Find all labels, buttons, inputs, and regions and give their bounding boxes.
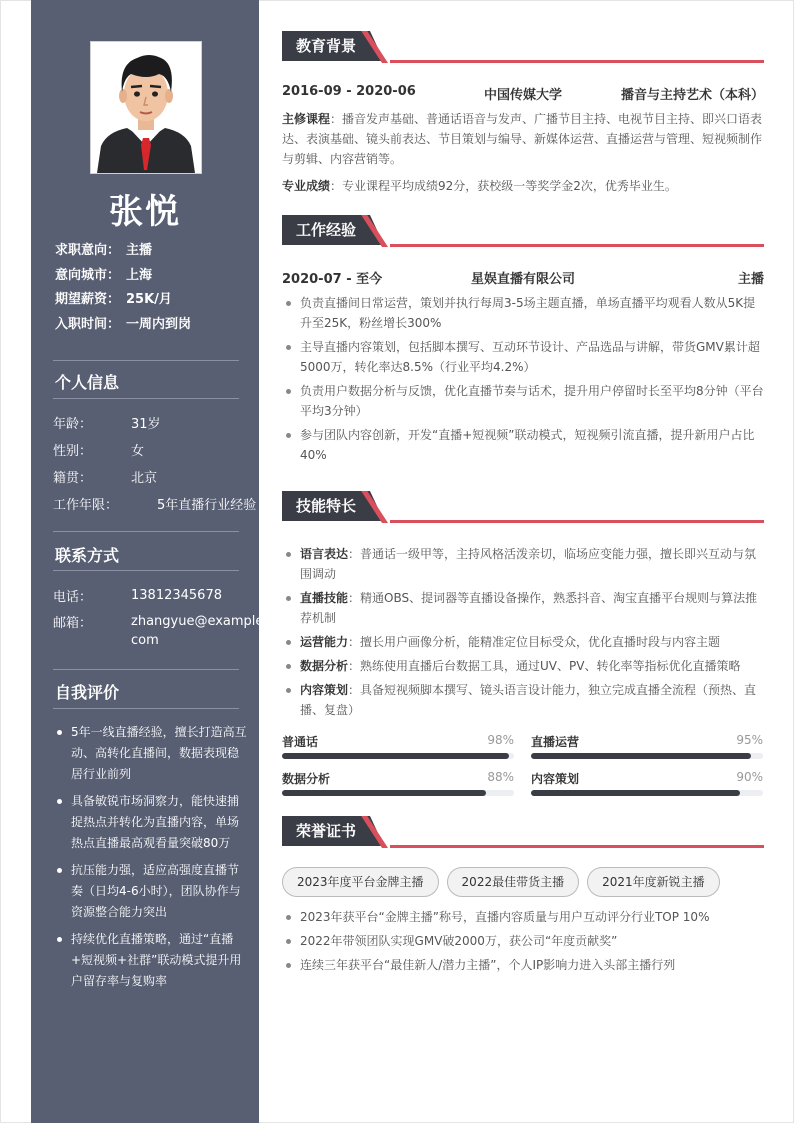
- skill-text: ：普通话一级甲等，主持风格活泼亲切，临场应变能力强，擅长即兴互动与氛围调动: [300, 547, 757, 581]
- accent-rule: [390, 60, 764, 63]
- work-title: 工作经验: [282, 215, 370, 245]
- gender-value: 女: [131, 444, 145, 459]
- start-date-row: [55, 313, 191, 332]
- list-item: 连续三年获平台“最佳新人/潜力主播”，个人IP影响力进入头部主播行列: [282, 955, 764, 975]
- start-date-value: 一周内到岗: [126, 317, 192, 332]
- school-name: 中国传媒大学: [483, 88, 562, 103]
- skill-label: 直播技能: [300, 591, 349, 605]
- list-item: 2023年获平台“金牌主播”称号，直播内容质量与用户互动评分行业TOP 10%: [282, 907, 764, 927]
- skill-label: 运营能力: [300, 635, 349, 649]
- skill-level-bar: [282, 790, 514, 796]
- divider: [53, 669, 239, 670]
- intention-row: [55, 239, 152, 258]
- salary-row: [55, 288, 172, 307]
- start-date-label: 入职时间：: [55, 317, 121, 332]
- education-row: [282, 84, 764, 103]
- job-role: 主播: [737, 272, 764, 287]
- honor-badge: 2023年度平台金牌主播: [282, 867, 439, 897]
- skill-level-percent: 90%: [736, 770, 763, 784]
- skill-level-name: 内容策划: [531, 772, 580, 786]
- list-item: [282, 632, 764, 652]
- courses: [282, 109, 764, 169]
- personal-info-heading: 个人信息: [55, 373, 120, 392]
- skill-level-percent: 88%: [487, 770, 514, 784]
- age-row: [53, 413, 161, 432]
- intention-value: 主播: [126, 243, 153, 258]
- honors-list: [282, 907, 764, 979]
- list-item: 持续优化直播策略，通过“直播+短视频+社群”联动模式提升用户留存率与复购率: [53, 929, 247, 992]
- hometown-row: [53, 467, 158, 486]
- phone-value[interactable]: 13812345678: [131, 588, 222, 603]
- skill-level-bar: [531, 753, 763, 759]
- education-period: 2016-09 - 2020-06: [282, 84, 416, 99]
- skill-level-fill: [531, 790, 740, 796]
- skill-level-percent: 95%: [736, 733, 763, 747]
- list-item: [282, 656, 764, 676]
- divider: [53, 398, 239, 399]
- work-heading: [282, 215, 764, 247]
- list-item: [282, 680, 764, 720]
- experience-years-row: [53, 494, 257, 513]
- honors-heading: [282, 816, 764, 848]
- list-item: 参与团队内容创新，开发“直播+短视频”联动模式，短视频引流直播，提升新用户占比40%: [282, 425, 764, 465]
- self-eval-heading: 自我评价: [55, 683, 120, 702]
- skill-level-live-ops: [531, 733, 763, 750]
- grades: [282, 176, 764, 196]
- email-row: [53, 612, 268, 648]
- honor-badges: [282, 867, 728, 897]
- skill-text: ：精通OBS、提词器等直播设备操作，熟悉抖音、淘宝直播平台规则与算法推荐机制: [300, 591, 758, 625]
- education-heading: [282, 31, 764, 63]
- skill-level-name: 数据分析: [282, 772, 331, 786]
- company-name: 星娱直播有限公司: [470, 272, 575, 287]
- skills-title: 技能特长: [282, 491, 370, 521]
- honors-title: 荣誉证书: [282, 816, 370, 846]
- honor-badge: 2022最佳带货主播: [447, 867, 580, 897]
- divider: [53, 570, 239, 571]
- phone-label: 电话：: [53, 590, 93, 605]
- skill-level-name: 直播运营: [531, 735, 580, 749]
- intention-label: 求职意向：: [55, 243, 121, 258]
- skill-level-bar: [282, 753, 514, 759]
- skill-level-bar: [531, 790, 763, 796]
- skills-list: [282, 544, 764, 724]
- profile-photo: [90, 41, 202, 174]
- list-item: 主导直播内容策划，包括脚本撰写、互动环节设计、产品选品与讲解，带货GMV累计超5000万，转化率达8.5%（行业平均4.2%）: [282, 337, 764, 377]
- skills-heading: [282, 491, 764, 523]
- list-item: 2022年带领团队实现GMV破2000万，获公司“年度贡献奖”: [282, 931, 764, 951]
- education-title: 教育背景: [282, 31, 370, 61]
- accent-rule: [390, 244, 764, 247]
- list-item: [282, 544, 764, 584]
- email-value[interactable]: zhangyue@example.com: [131, 614, 268, 648]
- gender-label: 性别：: [53, 444, 93, 459]
- portrait-icon: [91, 42, 201, 173]
- list-item: 负责直播间日常运营，策划并执行每周3-5场主题直播，单场直播平均观看人数从5K提升至25K，粉丝增长300%: [282, 293, 764, 333]
- list-item: 5年一线直播经验，擅长打造高互动、高转化直播间，数据表现稳居行业前列: [53, 722, 247, 785]
- city-label: 意向城市：: [55, 268, 121, 283]
- hometown-value: 北京: [131, 471, 158, 486]
- accent-rule: [390, 520, 764, 523]
- major: 播音与主持艺术（本科）: [620, 88, 764, 103]
- grades-text: ：专业课程平均成绩92分，获校级一等奖学金2次，优秀毕业生。: [330, 179, 677, 193]
- work-list: [282, 293, 764, 469]
- salary-label: 期望薪资：: [55, 292, 121, 307]
- divider: [53, 360, 239, 361]
- skill-label: 语言表达: [300, 547, 349, 561]
- list-item: 具备敏锐市场洞察力，能快速捕捉热点并转化为直播内容，单场热点直播最高观看量突破80万: [53, 791, 247, 854]
- accent-rule: [390, 845, 764, 848]
- skill-label: 数据分析: [300, 659, 349, 673]
- courses-label: 主修课程: [282, 112, 331, 126]
- skill-level-fill: [282, 790, 486, 796]
- skill-level-name: 普通话: [282, 735, 319, 749]
- city-value: 上海: [126, 268, 153, 283]
- skill-level-data-analysis: [282, 770, 514, 787]
- list-item: [282, 588, 764, 628]
- skill-label: 内容策划: [300, 683, 349, 697]
- skill-text: ：具备短视频脚本撰写、镜头语言设计能力，独立完成直播全流程（预热、直播、复盘）: [300, 683, 757, 717]
- experience-years-label: 工作年限：: [53, 498, 119, 513]
- honor-badge: 2021年度新锐主播: [587, 867, 720, 897]
- skill-level-fill: [531, 753, 751, 759]
- city-row: [55, 264, 152, 283]
- grades-label: 专业成绩: [282, 179, 331, 193]
- skill-level-mandarin: [282, 733, 514, 750]
- age-value: 31岁: [131, 417, 161, 432]
- sidebar: [31, 0, 268, 1123]
- candidate-name: 张悦: [109, 192, 181, 232]
- work-row: [282, 268, 764, 287]
- divider: [53, 708, 239, 709]
- experience-years-value: 5年直播行业经验: [157, 498, 257, 513]
- skill-text: ：熟练使用直播后台数据工具，通过UV、PV、转化率等指标优化直播策略: [348, 659, 741, 673]
- age-label: 年龄：: [53, 417, 93, 432]
- list-item: 抗压能力强，适应高强度直播节奏（日均4-6小时），团队协作与资源整合能力突出: [53, 860, 247, 923]
- contact-heading: 联系方式: [55, 546, 120, 565]
- skill-text: ：擅长用户画像分析，能精准定位目标受众，优化直播时段与内容主题: [348, 635, 721, 649]
- self-eval-list: [53, 722, 247, 998]
- skill-level-percent: 98%: [487, 733, 514, 747]
- list-item: 负责用户数据分析与反馈，优化直播节奏与话术，提升用户停留时长至平均8分钟（平台平均3分钟）: [282, 381, 764, 421]
- phone-row: [53, 586, 222, 605]
- salary-value: 25K/月: [126, 292, 172, 307]
- work-period: 2020-07 - 至今: [282, 272, 383, 287]
- email-label: 邮箱：: [53, 616, 93, 631]
- divider: [53, 531, 239, 532]
- gender-row: [53, 440, 145, 459]
- skill-level-content-planning: [531, 770, 763, 787]
- courses-text: ：播音发声基础、普通话语音与发声、广播节目主持、电视节目主持、即兴口语表达、表演基础、镜头前表达、节目策划与编导、新媒体运营、直播运营与管理、短视频制作与剪辑、内容营销等。: [282, 112, 763, 166]
- skill-level-fill: [282, 753, 509, 759]
- hometown-label: 籍贯：: [53, 471, 93, 486]
